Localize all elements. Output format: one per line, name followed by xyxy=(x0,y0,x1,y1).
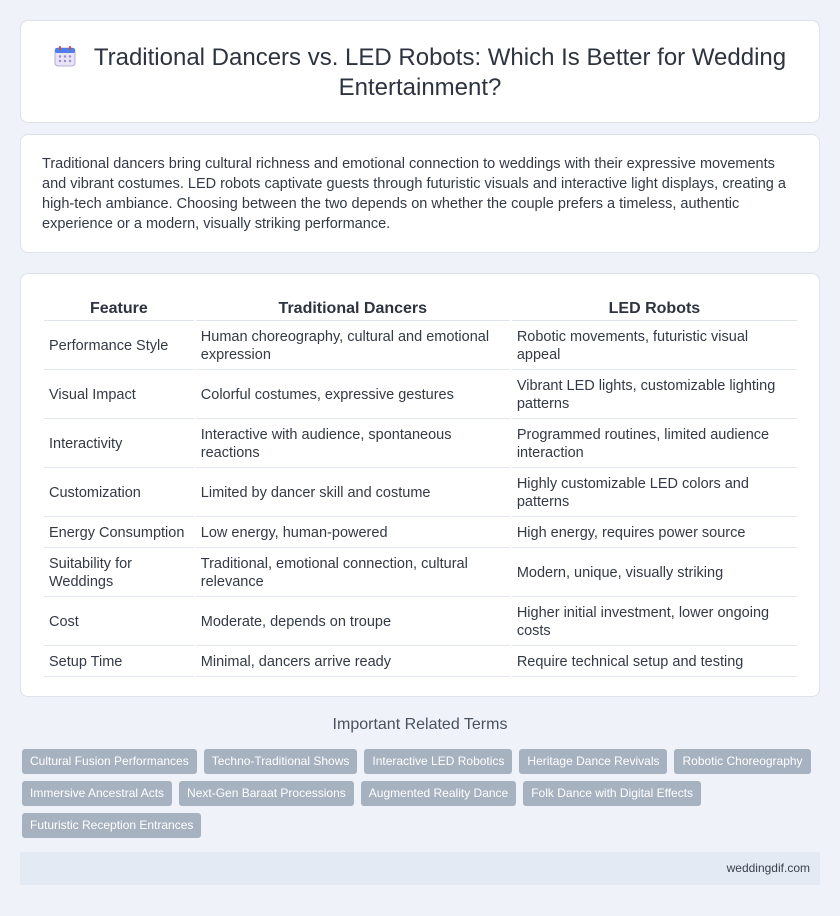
feature-cell: Customization xyxy=(44,470,194,517)
feature-cell: Energy Consumption xyxy=(44,519,194,548)
calendar-icon xyxy=(54,45,76,67)
related-term-tag[interactable]: Next-Gen Baraat Processions xyxy=(179,781,354,806)
related-terms-title: Important Related Terms xyxy=(332,716,508,733)
traditional-cell: Minimal, dancers arrive ready xyxy=(196,648,510,677)
title-card xyxy=(20,20,820,123)
related-terms-tags xyxy=(22,749,822,838)
traditional-cell: Low energy, human-powered xyxy=(196,519,510,548)
traditional-cell: Moderate, depends on troupe xyxy=(196,599,510,646)
comparison-table xyxy=(42,295,799,679)
traditional-cell: Colorful costumes, expressive gestures xyxy=(196,372,510,419)
related-term-tag[interactable]: Cultural Fusion Performances xyxy=(22,749,197,774)
table-header-row xyxy=(44,297,797,321)
related-term-tag[interactable]: Immersive Ancestral Acts xyxy=(22,781,172,806)
led-robots-cell: Robotic movements, futuristic visual appeal xyxy=(512,323,797,370)
summary-text: Traditional dancers bring cultural richness and emotional connection to weddings with their expressive movements and vibrant costumes. LED robots captivate guests through futuristic visuals and interactive light displays, creating a high-tech ambiance. Choosing between the two depends on whether the couple prefers a timeless, authentic experience or a modern, visually striking performance. xyxy=(42,156,786,232)
traditional-cell: Interactive with audience, spontaneous reactions xyxy=(196,421,510,468)
table-row xyxy=(44,372,797,419)
table-row xyxy=(44,599,797,646)
feature-cell: Cost xyxy=(44,599,194,646)
traditional-cell: Limited by dancer skill and costume xyxy=(196,470,510,517)
feature-cell: Performance Style xyxy=(44,323,194,370)
related-term-tag[interactable]: Augmented Reality Dance xyxy=(361,781,516,806)
related-term-tag[interactable]: Futuristic Reception Entrances xyxy=(22,813,201,838)
related-term-tag[interactable]: Folk Dance with Digital Effects xyxy=(523,781,701,806)
header-led-robots: LED Robots xyxy=(512,297,797,321)
table-row xyxy=(44,550,797,597)
footer-site-link[interactable]: weddingdif.com xyxy=(726,861,810,875)
comparison-table-card xyxy=(20,273,820,697)
table-row xyxy=(44,323,797,370)
led-robots-cell: Higher initial investment, lower ongoing costs xyxy=(512,599,797,646)
led-robots-cell: Programmed routines, limited audience interaction xyxy=(512,421,797,468)
header-traditional-dancers: Traditional Dancers xyxy=(196,297,510,321)
header-feature: Feature xyxy=(44,297,194,321)
related-term-tag[interactable]: Interactive LED Robotics xyxy=(364,749,512,774)
table-row xyxy=(44,470,797,517)
related-term-tag[interactable]: Techno-Traditional Shows xyxy=(204,749,358,774)
led-robots-cell: Vibrant LED lights, customizable lighting patterns xyxy=(512,372,797,419)
related-term-tag[interactable]: Robotic Choreography xyxy=(674,749,810,774)
feature-cell: Interactivity xyxy=(44,421,194,468)
led-robots-cell: Modern, unique, visually striking xyxy=(512,550,797,597)
related-term-tag[interactable]: Heritage Dance Revivals xyxy=(519,749,667,774)
feature-cell: Visual Impact xyxy=(44,372,194,419)
led-robots-cell: Highly customizable LED colors and patterns xyxy=(512,470,797,517)
led-robots-cell: Require technical setup and testing xyxy=(512,648,797,677)
traditional-cell: Traditional, emotional connection, cultural relevance xyxy=(196,550,510,597)
table-row xyxy=(44,648,797,677)
table-row xyxy=(44,519,797,548)
footer xyxy=(20,852,820,885)
led-robots-cell: High energy, requires power source xyxy=(512,519,797,548)
feature-cell: Suitability for Weddings xyxy=(44,550,194,597)
feature-cell: Setup Time xyxy=(44,648,194,677)
traditional-cell: Human choreography, cultural and emotional expression xyxy=(196,323,510,370)
summary-card xyxy=(20,134,820,253)
page-title-wrap xyxy=(51,43,789,103)
table-row xyxy=(44,421,797,468)
page-title: Traditional Dancers vs. LED Robots: Which Is Better for Wedding Entertainment? xyxy=(93,44,787,101)
